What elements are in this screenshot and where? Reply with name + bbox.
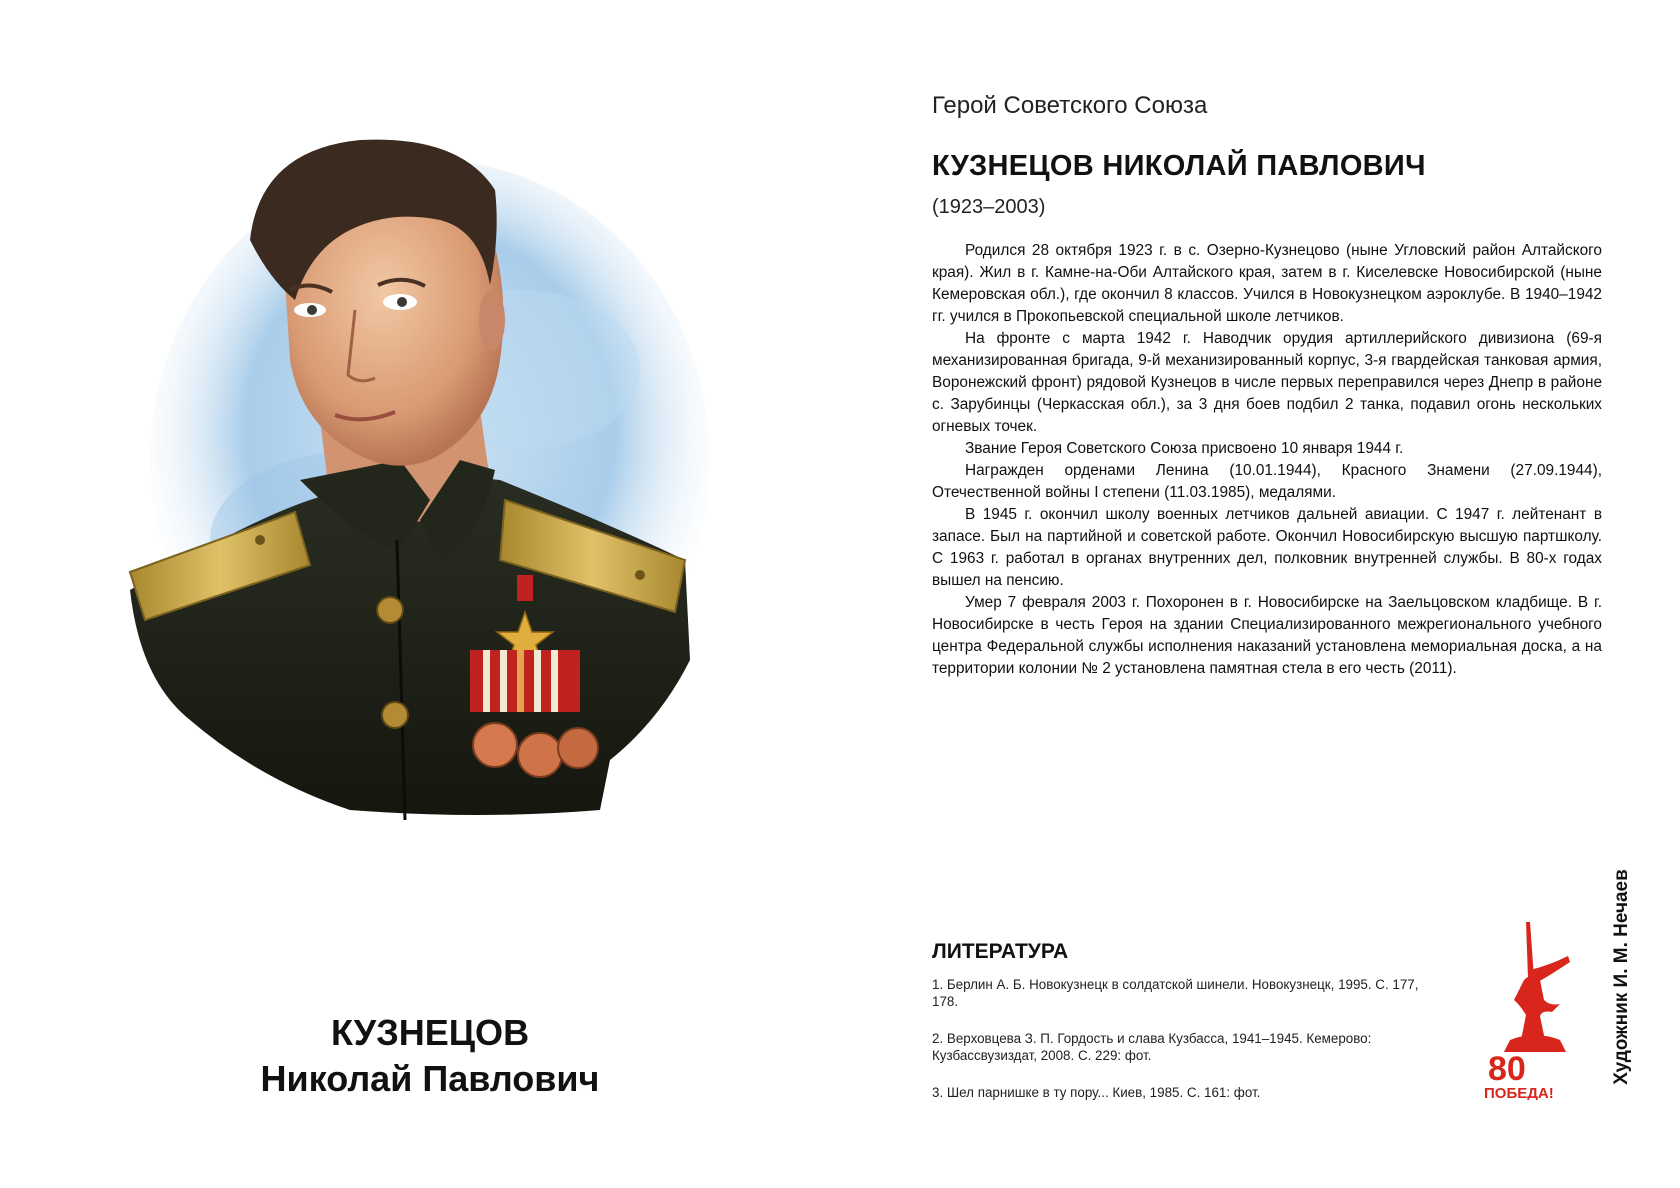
button-2 bbox=[382, 702, 408, 728]
bio-paragraph: Умер 7 февраля 2003 г. Похоронен в г. Новосибирске на Заельцовском кладбище. В г. Новосибирске в честь Героя на здании Специализированного межрегионального учебного центра Федеральной службы исполнения наказаний установлена мемориальная доска, а на территории колонии № 2 установлена памятная стела в его честь (2011). bbox=[932, 594, 1602, 677]
medal-3 bbox=[558, 728, 598, 768]
literature-heading: ЛИТЕРАТУРА bbox=[932, 940, 1069, 963]
biography bbox=[932, 240, 1602, 680]
literature-item: 3. Шел парнишке в ту пору... Киев, 1985. С. 161: фот. bbox=[932, 1085, 1261, 1100]
literature-item: 1. Берлин А. Б. Новокузнецк в солдатской шинели. Новокузнецк, 1995. С. 177, 178. bbox=[932, 977, 1419, 1009]
logo-number: 80 bbox=[1488, 1050, 1526, 1088]
medal-2 bbox=[518, 733, 562, 777]
artist-credit-text: Художник И. М. Нечаев bbox=[1611, 869, 1632, 1085]
logo-text: ПОБЕДА! bbox=[1484, 1085, 1554, 1100]
hero-surname: КУЗНЕЦОВ bbox=[330, 1012, 530, 1053]
bio-paragraph: Награжден орденами Ленина (10.01.1944), Красного Знамени (27.09.1944), Отечественной войны I степени (11.03.1985), медалями. bbox=[932, 462, 1602, 501]
hero-given-name: Николай Павлович bbox=[260, 1058, 600, 1099]
victory-80-logo bbox=[1480, 920, 1590, 1100]
subtitle: Герой Советского Союза bbox=[932, 92, 1208, 119]
ribbon-bars bbox=[470, 650, 580, 712]
hero-portrait bbox=[100, 120, 750, 920]
life-years: (1923–2003) bbox=[932, 196, 1046, 218]
literature-list bbox=[932, 976, 1432, 1121]
bio-paragraph: Звание Героя Советского Союза присвоено 10 января 1944 г. bbox=[965, 440, 1404, 457]
bio-paragraph: В 1945 г. окончил школу военных летчиков дальней авиации. С 1947 г. лейтенант в запасе. Был на партийной и советской работе. Окончил Новосибирскую высшую партшколу. С 1963 г. работал в органах внутренних дел, полковник внутренней службы. В 80-х годах вышел на пенсию. bbox=[932, 506, 1602, 589]
bio-paragraph: На фронте с марта 1942 г. Наводчик орудия артиллерийского дивизиона (69-я механизированная бригада, 9-й механизированный корпус, 3-я гвардейская танковая армия, Воронежский фронт) рядовой Кузнецов в числе первых переправился через Днепр в районе с. Зарубинцы (Черкасская обл.), за 3 дня боев подбил 2 танка, подавил огонь нескольких огневых точек. bbox=[932, 330, 1602, 435]
literature-item: 2. Верховцева З. П. Гордость и слава Кузбасса, 1941–1945. Кемерово: Кузбассвузиздат, 2008. С. 229: фот. bbox=[932, 1031, 1372, 1063]
artist-credit bbox=[1604, 862, 1640, 1092]
page-title: КУЗНЕЦОВ НИКОЛАЙ ПАВЛОВИЧ bbox=[932, 150, 1426, 182]
medal-1 bbox=[473, 723, 517, 767]
bio-paragraph: Родился 28 октября 1923 г. в с. Озерно-Кузнецово (ныне Угловский район Алтайского края). Жил в г. Камне-на-Оби Алтайского края, затем в г. Киселевске Новосибирской (ныне Кемеровская обл.), где окончил 8 классов. Учился в Новокузнецком аэроклубе. В 1940–1942 гг. учился в Прокопьевской специальной школе летчиков. bbox=[932, 242, 1602, 325]
button-1 bbox=[377, 597, 403, 623]
hero-name-caption bbox=[160, 1010, 700, 1102]
motherland-statue-icon bbox=[1504, 922, 1570, 1052]
